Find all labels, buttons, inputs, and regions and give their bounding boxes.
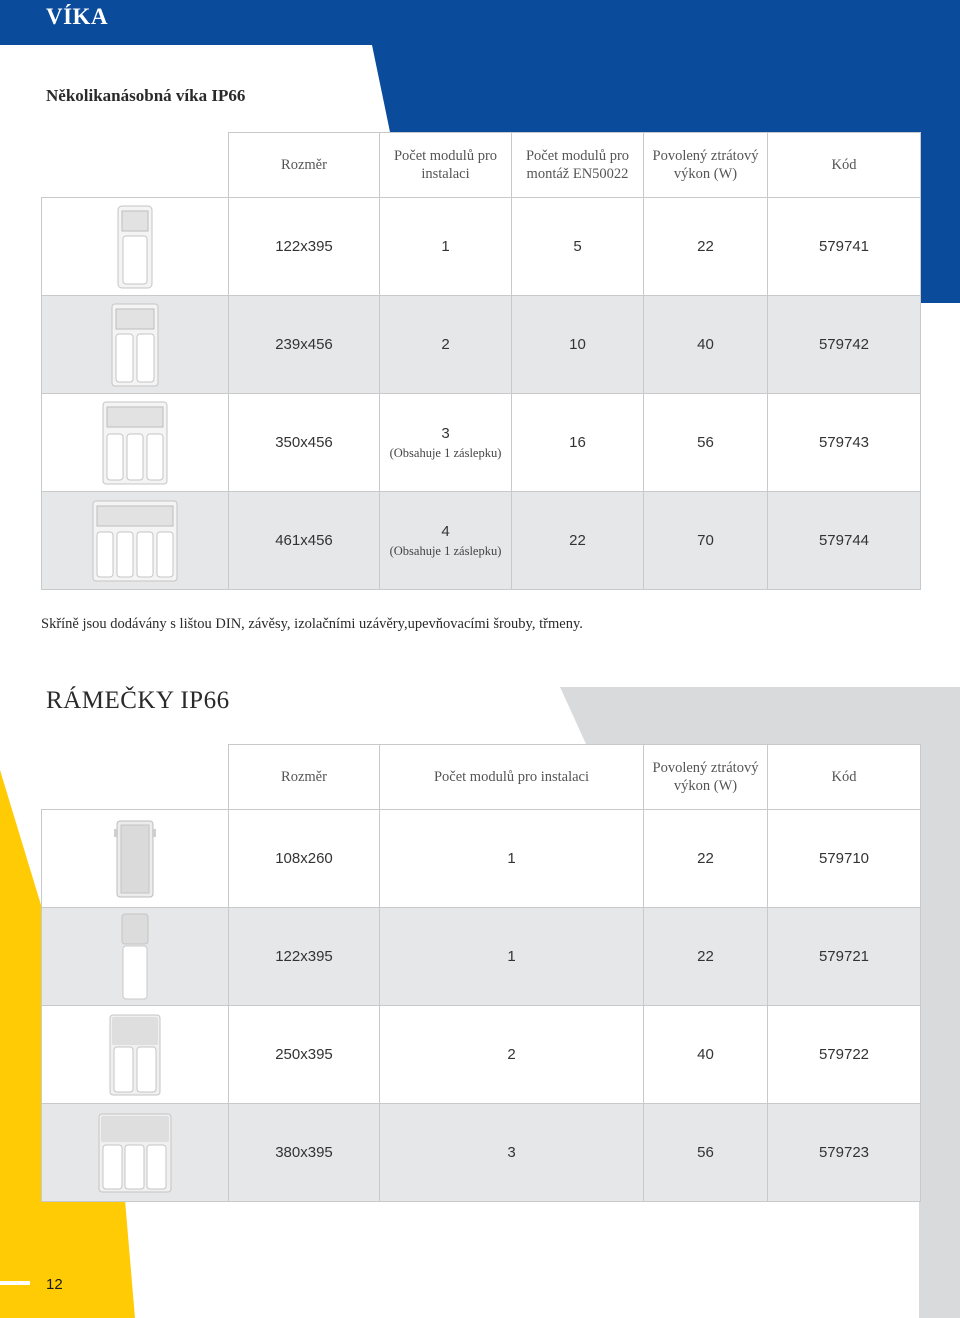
header-modules-installation: Počet modulů pro instalaci <box>380 745 644 810</box>
power-cell: 22 <box>644 810 768 908</box>
modules-value: 1 <box>441 238 450 255</box>
modules-cell: 1 <box>380 908 644 1006</box>
code-cell: 579741 <box>768 198 921 296</box>
product-image-cell <box>42 908 229 1006</box>
modules-cell <box>380 492 512 590</box>
modules-value: 4 <box>441 522 450 540</box>
header-size: Rozměr <box>229 133 380 198</box>
code-cell: 579744 <box>768 492 921 590</box>
code-cell: 579721 <box>768 908 921 1006</box>
header-image-column <box>42 745 229 810</box>
frame-380x395-image <box>98 1113 172 1193</box>
header-modules-din: Počet modulů pro montáž EN50022 <box>512 133 644 198</box>
header-power: Povolený ztrátový výkon (W) <box>644 745 768 810</box>
modules-cell: 1 <box>380 810 644 908</box>
size-cell: 380x395 <box>229 1104 380 1202</box>
table-row <box>42 296 921 394</box>
code-cell: 579723 <box>768 1104 921 1202</box>
power-cell: 56 <box>644 394 768 492</box>
frames-table <box>41 744 921 1202</box>
modules-note: (Obsahuje 1 záslepku) <box>389 543 502 558</box>
product-image-cell <box>42 198 229 296</box>
size-cell: 461x456 <box>229 492 380 590</box>
lid-4-module-image <box>92 500 178 582</box>
din-modules-cell: 10 <box>512 296 644 394</box>
din-modules-cell: 22 <box>512 492 644 590</box>
table-row <box>42 908 921 1006</box>
size-cell: 239x456 <box>229 296 380 394</box>
din-modules-cell: 16 <box>512 394 644 492</box>
header-image-column <box>42 133 229 198</box>
product-image-cell <box>42 394 229 492</box>
table-row <box>42 394 921 492</box>
section-title-frames: RÁMEČKY IP66 <box>46 687 230 714</box>
product-image-cell <box>42 1006 229 1104</box>
table-row <box>42 1006 921 1104</box>
size-cell: 122x395 <box>229 908 380 1006</box>
header-size: Rozměr <box>229 745 380 810</box>
power-cell: 56 <box>644 1104 768 1202</box>
header-code: Kód <box>768 745 921 810</box>
power-cell: 40 <box>644 1006 768 1104</box>
product-image-cell <box>42 810 229 908</box>
modules-value: 3 <box>441 424 450 442</box>
frame-122x395-image <box>121 913 149 1001</box>
frame-250x395-image <box>109 1014 161 1096</box>
modules-cell <box>380 198 512 296</box>
power-cell: 22 <box>644 908 768 1006</box>
din-modules-cell: 5 <box>512 198 644 296</box>
modules-cell <box>380 296 512 394</box>
lid-1-module-image <box>117 205 153 289</box>
power-cell: 70 <box>644 492 768 590</box>
product-image-cell <box>42 296 229 394</box>
code-cell: 579742 <box>768 296 921 394</box>
header-power: Povolený ztrátový výkon (W) <box>644 133 768 198</box>
modules-note: (Obsahuje 1 záslepku) <box>389 445 502 460</box>
product-image-cell <box>42 1104 229 1202</box>
lids-table <box>41 132 921 590</box>
header-code: Kód <box>768 133 921 198</box>
lid-3-module-image <box>102 401 168 485</box>
lid-2-module-image <box>111 303 159 387</box>
modules-cell <box>380 394 512 492</box>
table-header-row <box>42 745 921 810</box>
power-cell: 40 <box>644 296 768 394</box>
power-cell: 22 <box>644 198 768 296</box>
code-cell: 579710 <box>768 810 921 908</box>
modules-cell: 2 <box>380 1006 644 1104</box>
section-subtitle: Několikanásobná víka IP66 <box>46 86 246 105</box>
code-cell: 579722 <box>768 1006 921 1104</box>
size-cell: 250x395 <box>229 1006 380 1104</box>
table-row <box>42 810 921 908</box>
size-cell: 350x456 <box>229 394 380 492</box>
header-modules-installation: Počet modulů pro instalaci <box>380 133 512 198</box>
code-cell: 579743 <box>768 394 921 492</box>
product-image-cell <box>42 492 229 590</box>
table-row <box>42 1104 921 1202</box>
frame-108x260-image <box>113 819 157 899</box>
size-cell: 108x260 <box>229 810 380 908</box>
table-row <box>42 492 921 590</box>
page-number-marker <box>0 1281 30 1285</box>
size-cell: 122x395 <box>229 198 380 296</box>
page-number: 12 <box>46 1276 63 1293</box>
modules-cell: 3 <box>380 1104 644 1202</box>
table-header-row <box>42 133 921 198</box>
delivery-note: Skříně jsou dodávány s lištou DIN, závěsy, izolačními uzávěry,upevňovacími šrouby, třmeny. <box>41 616 583 632</box>
table-row <box>42 198 921 296</box>
page-title: VÍKA <box>46 4 109 29</box>
modules-value: 2 <box>441 336 450 353</box>
